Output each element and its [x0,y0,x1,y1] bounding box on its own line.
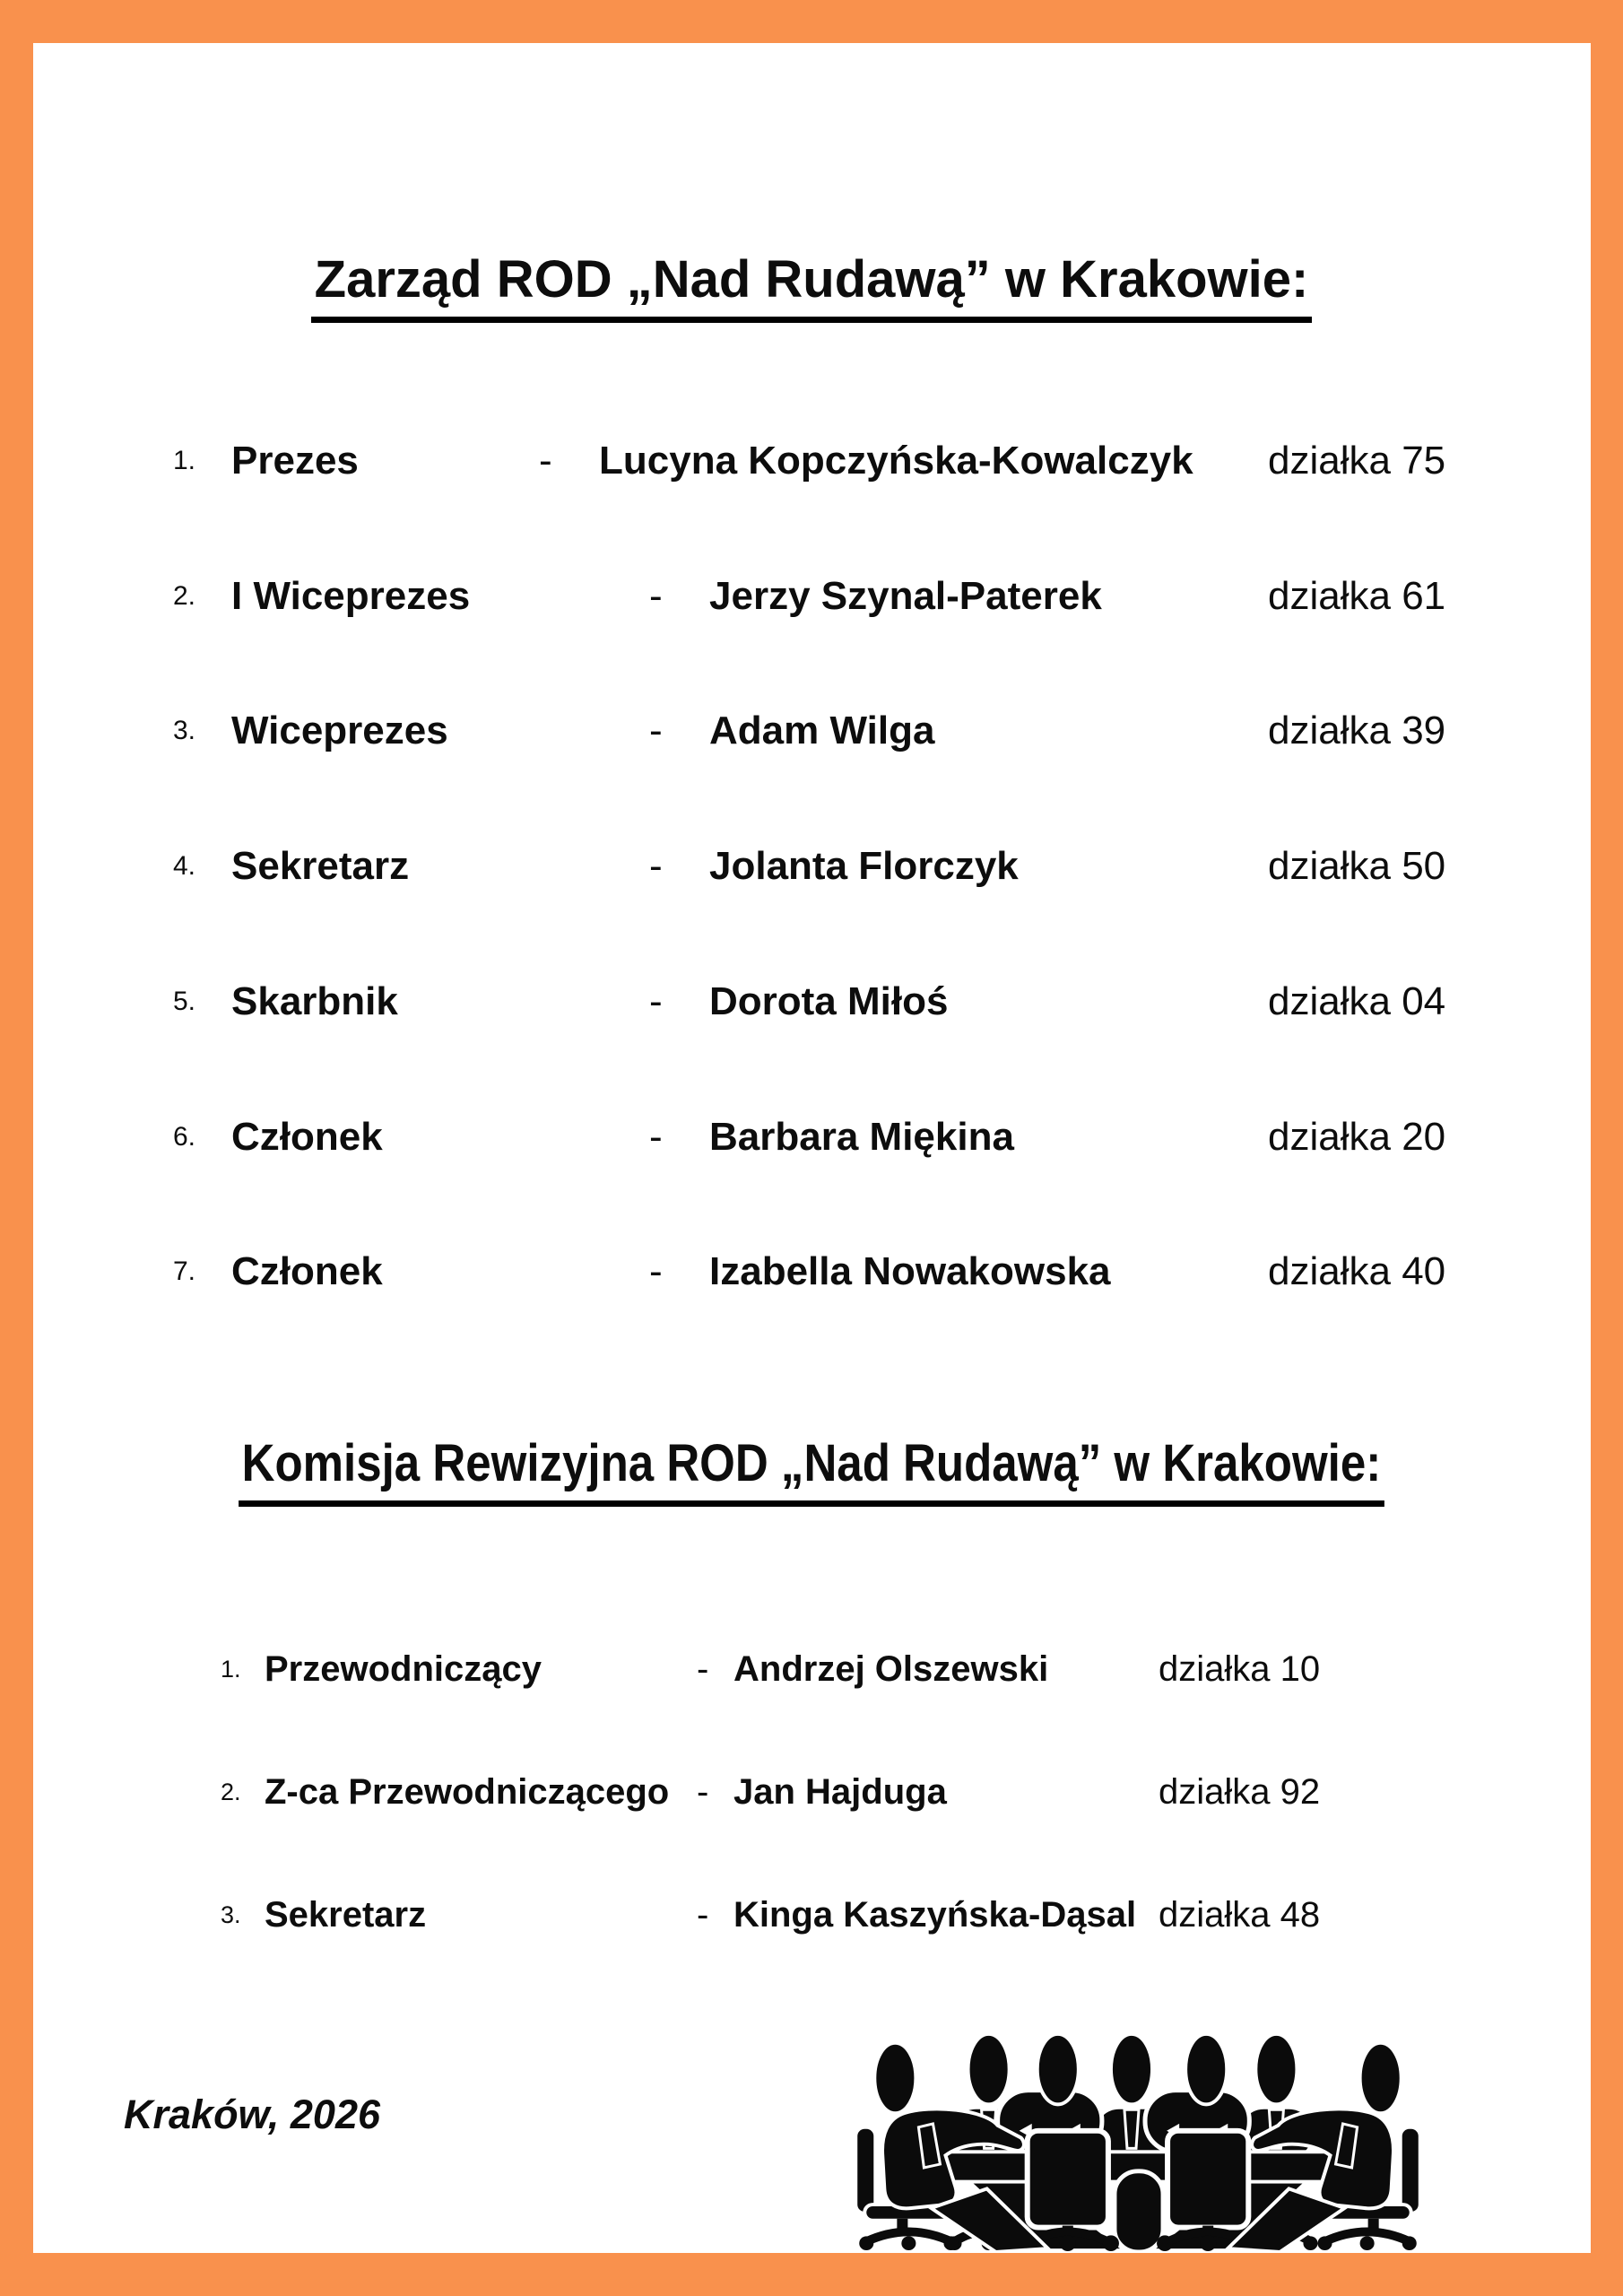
row-plot: działka 04 [1268,978,1446,1023]
row-name: Jerzy Szynal-Paterek [709,573,1102,618]
row-role: Sekretarz [265,1895,427,1935]
row-dash: - [539,439,552,483]
row-number: 1. [173,446,196,475]
row-plot: działka 40 [1268,1249,1446,1294]
row-dash: - [649,978,663,1023]
row-dash: - [649,1249,663,1294]
row-number: 7. [173,1257,196,1287]
meeting-table-clipart [769,2032,1506,2252]
row-role: Przewodniczący [265,1649,542,1689]
row-role: Skarbnik [231,978,398,1023]
meeting-table-silhouette-icon [769,2032,1506,2252]
committee-title-text: Komisja Rewizyjna ROD „Nad Rudawą” w Krakowie: [239,1433,1384,1507]
row-name: Andrzej Olszewski [733,1649,1049,1689]
board-row [0,705,1623,757]
board-row [0,840,1623,892]
board-row [0,570,1623,622]
row-dash: - [649,1114,663,1159]
row-plot: działka 75 [1268,439,1446,483]
committee-row [0,1646,1623,1692]
row-plot: działka 39 [1268,709,1446,753]
row-plot: działka 48 [1159,1895,1321,1935]
row-dash: - [697,1772,709,1812]
board-row [0,976,1623,1028]
row-name: Izabella Nowakowska [709,1249,1111,1294]
row-plot: działka 61 [1268,573,1446,618]
row-number: 6. [173,1121,196,1152]
row-role: Sekretarz [231,844,410,889]
row-plot: działka 92 [1159,1772,1321,1812]
row-number: 3. [173,716,196,746]
row-dash: - [649,844,663,889]
row-dash: - [697,1895,709,1935]
row-role: I Wiceprezes [231,573,471,618]
board-title [0,249,1623,323]
board-row [0,435,1623,487]
row-name: Jan Hajduga [733,1772,947,1812]
row-name: Barbara Miękina [709,1114,1014,1159]
row-number: 3. [221,1901,241,1928]
footer-place-date: Kraków, 2026 [124,2092,380,2137]
row-number: 5. [173,986,196,1016]
row-plot: działka 50 [1268,844,1446,889]
row-name: Kinga Kaszyńska-Dąsal [733,1895,1137,1935]
row-dash: - [697,1649,709,1689]
row-role: Członek [231,1114,383,1159]
board-row [0,1246,1623,1298]
row-number: 4. [173,851,196,882]
row-role: Członek [231,1249,383,1294]
row-name: Lucyna Kopczyńska-Kowalczyk [599,439,1193,483]
row-plot: działka 20 [1268,1114,1446,1159]
committee-row [0,1892,1623,1938]
row-role: Prezes [231,439,359,483]
row-number: 2. [221,1779,241,1805]
row-dash: - [649,709,663,753]
row-dash: - [649,573,663,618]
board-title-text: Zarząd ROD „Nad Rudawą” w Krakowie: [311,249,1313,323]
row-number: 2. [173,580,196,611]
row-name: Adam Wilga [709,709,935,753]
row-plot: działka 10 [1159,1649,1321,1689]
row-name: Dorota Miłoś [709,978,949,1023]
row-role: Wiceprezes [231,709,448,753]
board-row [0,1111,1623,1163]
row-role: Z-ca Przewodniczącego [265,1772,670,1812]
committee-row [0,1769,1623,1815]
committee-title [0,1433,1623,1507]
row-name: Jolanta Florczyk [709,844,1019,889]
row-number: 1. [221,1656,241,1683]
